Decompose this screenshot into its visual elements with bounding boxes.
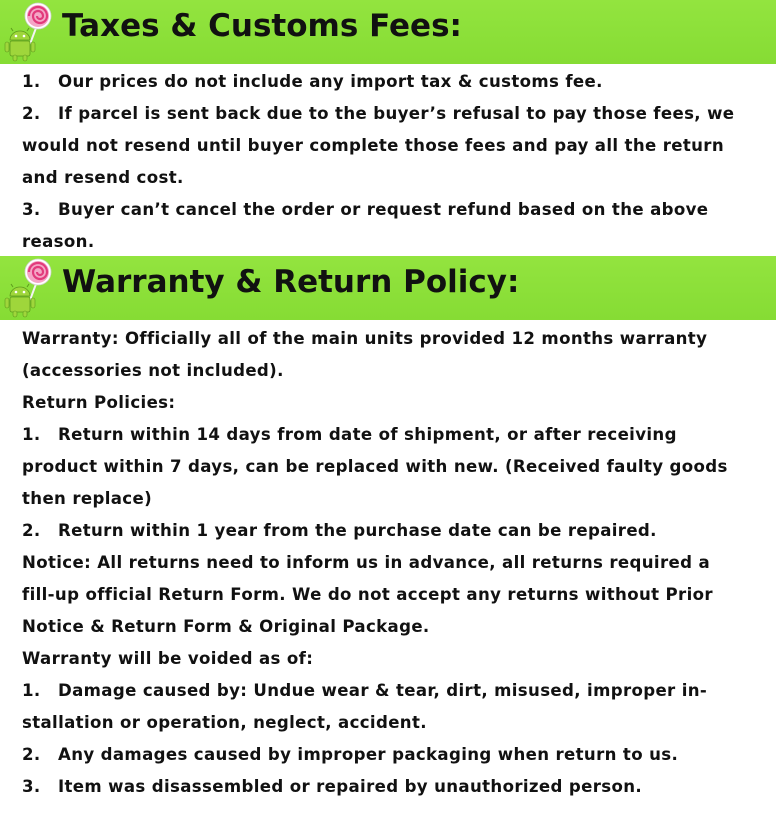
warranty-text: (accessories not included). <box>22 361 284 380</box>
list-item <box>22 98 762 130</box>
item-text: If parcel is sent back due to the buyer’s refusal to pay those fees, we <box>58 104 735 123</box>
notice-text: fill-up official Return Form. We do not accept any returns without Prior <box>22 585 713 604</box>
item-number: 2. <box>22 104 41 123</box>
android-lollipop-icon <box>0 0 56 64</box>
item-number: 1. <box>22 72 41 91</box>
item-text-continued: and resend cost. <box>22 168 184 187</box>
list-item <box>22 675 762 707</box>
notice-text: Notice: All returns need to inform us in advance, all returns required a <box>22 553 711 572</box>
list-item <box>22 771 762 803</box>
return-policies-heading: Return Policies: <box>22 393 176 412</box>
item-number: 1. <box>22 425 41 444</box>
item-number: 1. <box>22 681 41 700</box>
item-number: 2. <box>22 521 41 540</box>
list-item <box>22 419 762 451</box>
android-lollipop-icon <box>0 256 56 320</box>
item-text: Item was disassembled or repaired by unauthorized person. <box>58 777 643 796</box>
notice-text: Notice & Return Form & Original Package. <box>22 617 430 636</box>
item-text: Any damages caused by improper packaging when return to us. <box>58 745 679 764</box>
warranty-banner <box>0 256 776 320</box>
warranty-section <box>22 323 762 803</box>
item-number: 3. <box>22 200 41 219</box>
item-text: Our prices do not include any import tax & customs fee. <box>58 72 603 91</box>
warranty-text: Warranty: Officially all of the main units provided 12 months warranty <box>22 329 708 348</box>
item-number: 2. <box>22 745 41 764</box>
list-item <box>22 66 762 98</box>
item-text-continued: product within 7 days, can be replaced with new. (Received faulty goods <box>22 457 728 476</box>
item-text: Return within 14 days from date of shipment, or after receiving <box>58 425 677 444</box>
item-text-continued: reason. <box>22 232 95 251</box>
list-item <box>22 194 762 226</box>
item-text: Buyer can’t cancel the order or request refund based on the above <box>58 200 709 219</box>
item-text-continued: then replace) <box>22 489 153 508</box>
void-heading: Warranty will be voided as of: <box>22 649 314 668</box>
taxes-banner <box>0 0 776 64</box>
list-item <box>22 515 762 547</box>
item-text-continued: stallation or operation, neglect, accident. <box>22 713 427 732</box>
warranty-heading: Warranty & Return Policy: <box>62 264 520 300</box>
item-text: Return within 1 year from the purchase date can be repaired. <box>58 521 657 540</box>
item-text: Damage caused by: Undue wear & tear, dirt, misused, improper in- <box>58 681 708 700</box>
taxes-heading: Taxes & Customs Fees: <box>62 8 462 44</box>
item-text-continued: would not resend until buyer complete those fees and pay all the return <box>22 136 725 155</box>
item-number: 3. <box>22 777 41 796</box>
list-item <box>22 739 762 771</box>
taxes-section <box>22 66 762 258</box>
